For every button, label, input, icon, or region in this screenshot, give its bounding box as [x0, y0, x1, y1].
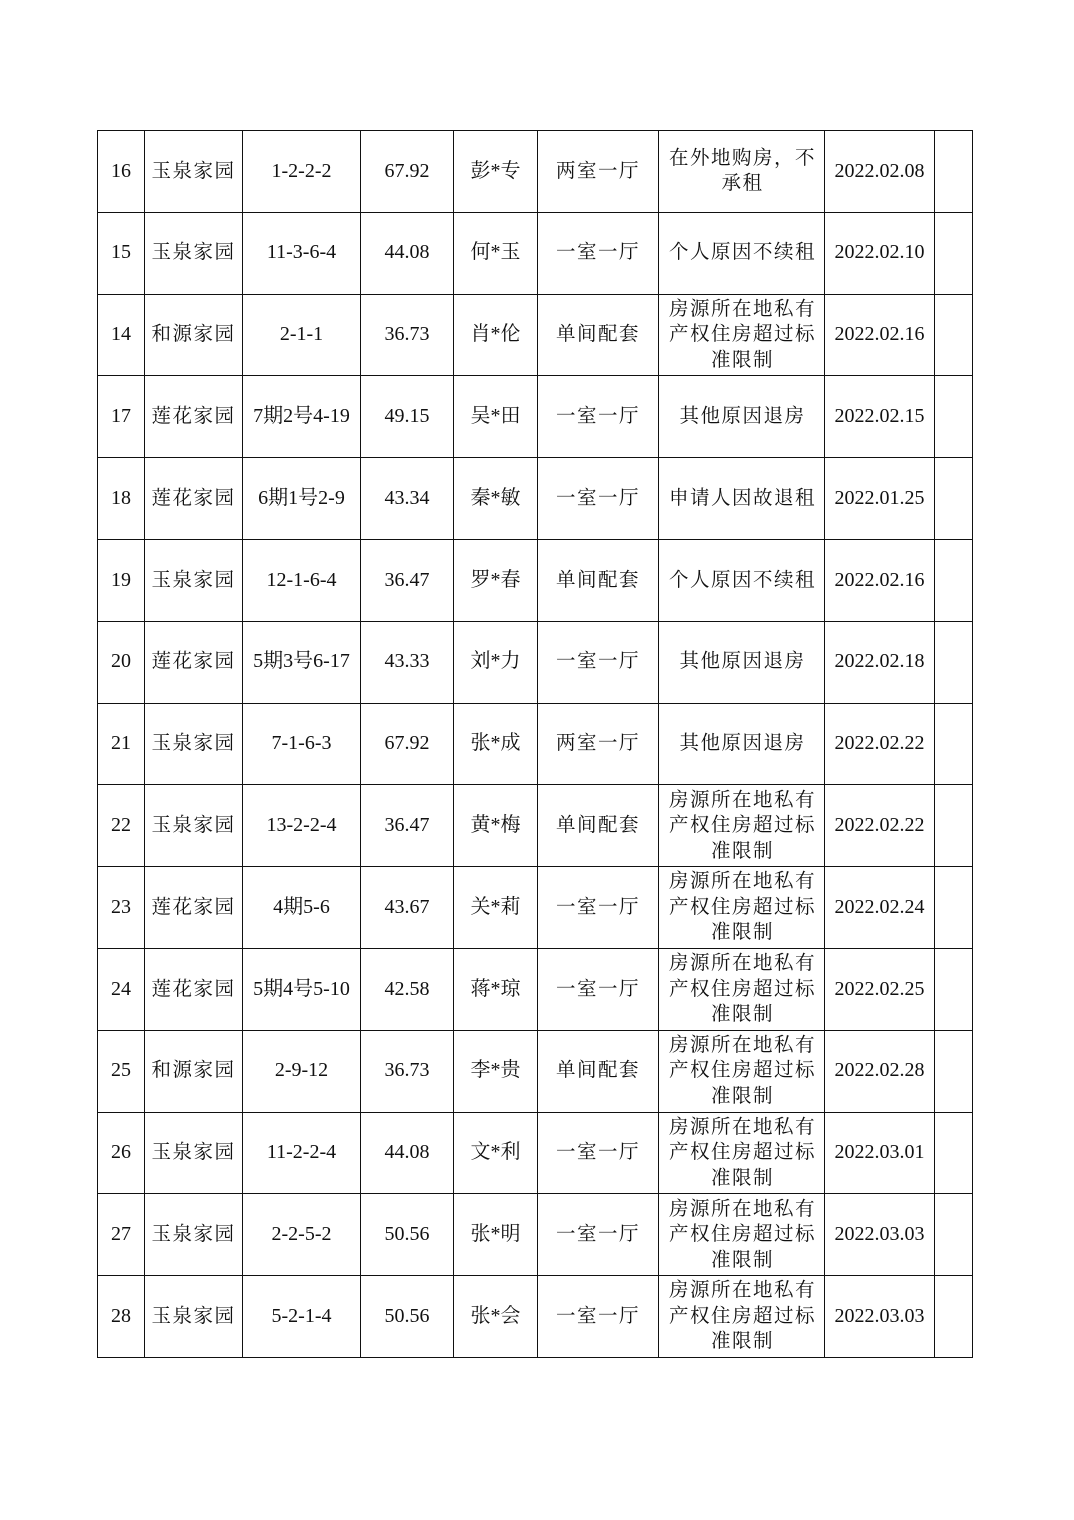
cell-empty: [935, 1112, 973, 1194]
cell-date: 2022.03.03: [825, 1276, 935, 1358]
cell-number: 21: [98, 703, 145, 785]
cell-empty: [935, 539, 973, 621]
cell-empty: [935, 1030, 973, 1112]
cell-tenant-name: 黄*梅: [454, 785, 538, 867]
cell-tenant-name: 蒋*琼: [454, 948, 538, 1030]
cell-tenant-name: 张*成: [454, 703, 538, 785]
table-row: [98, 621, 973, 703]
cell-area: 50.56: [361, 1194, 454, 1276]
cell-tenant-name: 张*明: [454, 1194, 538, 1276]
cell-area: 42.58: [361, 948, 454, 1030]
cell-number: 14: [98, 294, 145, 376]
cell-room-type: 一室一厅: [538, 621, 659, 703]
cell-reason: 其他原因退房: [659, 376, 825, 458]
cell-community: 玉泉家园: [145, 1276, 243, 1358]
cell-area: 36.47: [361, 539, 454, 621]
cell-reason: 其他原因退房: [659, 621, 825, 703]
cell-room-type: 两室一厅: [538, 703, 659, 785]
cell-area: 36.47: [361, 785, 454, 867]
cell-unit: 6期1号2-9: [243, 458, 361, 540]
cell-tenant-name: 肖*伦: [454, 294, 538, 376]
cell-community: 莲花家园: [145, 948, 243, 1030]
cell-number: 22: [98, 785, 145, 867]
table-row: [98, 1194, 973, 1276]
cell-tenant-name: 张*会: [454, 1276, 538, 1358]
table-row: [98, 1276, 973, 1358]
cell-empty: [935, 294, 973, 376]
cell-reason: 个人原因不续租: [659, 212, 825, 294]
cell-community: 莲花家园: [145, 621, 243, 703]
cell-room-type: 一室一厅: [538, 458, 659, 540]
cell-empty: [935, 212, 973, 294]
cell-empty: [935, 703, 973, 785]
cell-tenant-name: 文*利: [454, 1112, 538, 1194]
cell-number: 20: [98, 621, 145, 703]
cell-reason: 申请人因故退租: [659, 458, 825, 540]
cell-tenant-name: 彭*专: [454, 131, 538, 213]
cell-unit: 5-2-1-4: [243, 1276, 361, 1358]
table-row: [98, 539, 973, 621]
cell-date: 2022.02.25: [825, 948, 935, 1030]
cell-empty: [935, 1194, 973, 1276]
cell-reason: 房源所在地私有产权住房超过标准限制: [659, 294, 825, 376]
cell-date: 2022.02.10: [825, 212, 935, 294]
cell-area: 67.92: [361, 703, 454, 785]
cell-number: 25: [98, 1030, 145, 1112]
table-row: [98, 867, 973, 949]
cell-room-type: 一室一厅: [538, 212, 659, 294]
cell-tenant-name: 秦*敏: [454, 458, 538, 540]
cell-number: 19: [98, 539, 145, 621]
cell-community: 玉泉家园: [145, 1194, 243, 1276]
table-row: [98, 785, 973, 867]
cell-reason: 房源所在地私有产权住房超过标准限制: [659, 1030, 825, 1112]
cell-tenant-name: 刘*力: [454, 621, 538, 703]
cell-reason: 房源所在地私有产权住房超过标准限制: [659, 1112, 825, 1194]
cell-number: 26: [98, 1112, 145, 1194]
cell-reason: 房源所在地私有产权住房超过标准限制: [659, 785, 825, 867]
table-row: [98, 131, 973, 213]
cell-reason: 房源所在地私有产权住房超过标准限制: [659, 948, 825, 1030]
cell-reason: 其他原因退房: [659, 703, 825, 785]
cell-room-type: 两室一厅: [538, 131, 659, 213]
table-row: [98, 458, 973, 540]
cell-reason: 个人原因不续租: [659, 539, 825, 621]
table-row: [98, 294, 973, 376]
cell-area: 36.73: [361, 294, 454, 376]
cell-date: 2022.02.08: [825, 131, 935, 213]
cell-unit: 11-2-2-4: [243, 1112, 361, 1194]
cell-unit: 13-2-2-4: [243, 785, 361, 867]
cell-date: 2022.03.03: [825, 1194, 935, 1276]
cell-date: 2022.01.25: [825, 458, 935, 540]
cell-area: 43.67: [361, 867, 454, 949]
cell-date: 2022.02.24: [825, 867, 935, 949]
table-row: [98, 1030, 973, 1112]
cell-date: 2022.02.16: [825, 294, 935, 376]
cell-area: 67.92: [361, 131, 454, 213]
cell-unit: 5期4号5-10: [243, 948, 361, 1030]
cell-room-type: 一室一厅: [538, 1112, 659, 1194]
cell-room-type: 单间配套: [538, 1030, 659, 1112]
cell-unit: 2-9-12: [243, 1030, 361, 1112]
cell-room-type: 一室一厅: [538, 867, 659, 949]
cell-empty: [935, 867, 973, 949]
cell-date: 2022.02.28: [825, 1030, 935, 1112]
cell-unit: 5期3号6-17: [243, 621, 361, 703]
cell-room-type: 一室一厅: [538, 376, 659, 458]
cell-tenant-name: 何*玉: [454, 212, 538, 294]
cell-number: 27: [98, 1194, 145, 1276]
cell-tenant-name: 吴*田: [454, 376, 538, 458]
cell-tenant-name: 罗*春: [454, 539, 538, 621]
table-row: [98, 1112, 973, 1194]
cell-reason: 房源所在地私有产权住房超过标准限制: [659, 1276, 825, 1358]
cell-tenant-name: 关*莉: [454, 867, 538, 949]
cell-unit: 1-2-2-2: [243, 131, 361, 213]
table-row: [98, 376, 973, 458]
cell-date: 2022.02.16: [825, 539, 935, 621]
cell-area: 43.34: [361, 458, 454, 540]
cell-community: 玉泉家园: [145, 1112, 243, 1194]
cell-unit: 11-3-6-4: [243, 212, 361, 294]
cell-room-type: 一室一厅: [538, 948, 659, 1030]
cell-community: 玉泉家园: [145, 539, 243, 621]
cell-area: 36.73: [361, 1030, 454, 1112]
cell-room-type: 一室一厅: [538, 1194, 659, 1276]
table-body: [98, 131, 973, 1358]
cell-community: 玉泉家园: [145, 703, 243, 785]
table-row: [98, 948, 973, 1030]
cell-date: 2022.02.22: [825, 703, 935, 785]
cell-unit: 4期5-6: [243, 867, 361, 949]
cell-community: 莲花家园: [145, 458, 243, 540]
cell-number: 16: [98, 131, 145, 213]
cell-empty: [935, 376, 973, 458]
cell-number: 28: [98, 1276, 145, 1358]
cell-empty: [935, 948, 973, 1030]
cell-number: 23: [98, 867, 145, 949]
table-row: [98, 212, 973, 294]
cell-community: 莲花家园: [145, 376, 243, 458]
cell-date: 2022.02.15: [825, 376, 935, 458]
cell-unit: 2-1-1: [243, 294, 361, 376]
cell-community: 和源家园: [145, 1030, 243, 1112]
cell-community: 玉泉家园: [145, 212, 243, 294]
cell-unit: 7-1-6-3: [243, 703, 361, 785]
cell-number: 24: [98, 948, 145, 1030]
cell-area: 43.33: [361, 621, 454, 703]
cell-empty: [935, 785, 973, 867]
cell-reason: 房源所在地私有产权住房超过标准限制: [659, 867, 825, 949]
cell-community: 玉泉家园: [145, 785, 243, 867]
cell-empty: [935, 458, 973, 540]
housing-table: [97, 130, 973, 1358]
cell-unit: 7期2号4-19: [243, 376, 361, 458]
cell-area: 44.08: [361, 1112, 454, 1194]
cell-number: 17: [98, 376, 145, 458]
cell-tenant-name: 李*贵: [454, 1030, 538, 1112]
cell-date: 2022.02.22: [825, 785, 935, 867]
cell-unit: 2-2-5-2: [243, 1194, 361, 1276]
cell-community: 和源家园: [145, 294, 243, 376]
cell-community: 莲花家园: [145, 867, 243, 949]
cell-room-type: 单间配套: [538, 294, 659, 376]
cell-area: 50.56: [361, 1276, 454, 1358]
cell-empty: [935, 1276, 973, 1358]
cell-unit: 12-1-6-4: [243, 539, 361, 621]
cell-reason: 房源所在地私有产权住房超过标准限制: [659, 1194, 825, 1276]
cell-room-type: 单间配套: [538, 785, 659, 867]
cell-date: 2022.03.01: [825, 1112, 935, 1194]
cell-room-type: 一室一厅: [538, 1276, 659, 1358]
cell-number: 15: [98, 212, 145, 294]
table-row: [98, 703, 973, 785]
cell-reason: 在外地购房，不承租: [659, 131, 825, 213]
cell-area: 44.08: [361, 212, 454, 294]
cell-number: 18: [98, 458, 145, 540]
cell-area: 49.15: [361, 376, 454, 458]
cell-empty: [935, 131, 973, 213]
cell-empty: [935, 621, 973, 703]
cell-room-type: 单间配套: [538, 539, 659, 621]
cell-community: 玉泉家园: [145, 131, 243, 213]
cell-date: 2022.02.18: [825, 621, 935, 703]
